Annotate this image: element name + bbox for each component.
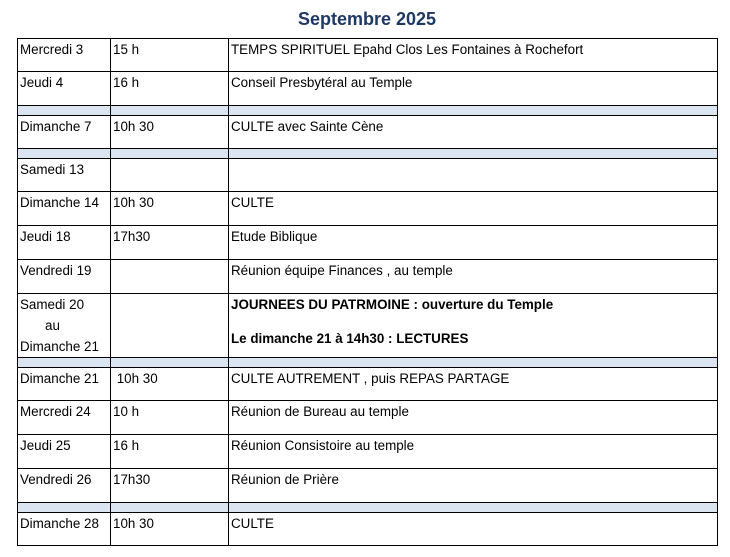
event-cell: Etude Biblique — [229, 226, 718, 260]
table-row — [18, 401, 718, 435]
time-cell — [111, 294, 229, 358]
time-cell: 15 h — [111, 39, 229, 72]
table-row — [18, 469, 718, 503]
day-cell: Jeudi 18 — [18, 226, 111, 260]
event-cell: CULTE — [229, 192, 718, 226]
time-cell — [111, 159, 229, 192]
separator-row — [18, 149, 718, 159]
separator-row — [18, 503, 718, 513]
day-cell: Samedi 13 — [18, 159, 111, 192]
table-row — [18, 513, 718, 546]
event-cell: CULTE — [229, 513, 718, 546]
day-cell: Dimanche 7 — [18, 116, 111, 149]
time-cell: 17h30 — [111, 469, 229, 503]
table-row — [18, 294, 718, 358]
separator-row — [18, 106, 718, 116]
day-cell: Mercredi 24 — [18, 401, 111, 435]
page-title: Septembre 2025 — [297, 9, 437, 29]
event-line: JOURNEES DU PATRMOINE : ouverture du Temple — [231, 297, 554, 312]
table-row — [18, 72, 718, 106]
event-cell: CULTE avec Sainte Cène — [229, 116, 718, 149]
event-line: Le dimanche 21 à 14h30 : LECTURES — [231, 331, 469, 346]
time-cell: 16 h — [111, 72, 229, 106]
time-cell: 17h30 — [111, 226, 229, 260]
event-cell: CULTE AUTREMENT , puis REPAS PARTAGE — [229, 368, 718, 401]
event-cell: TEMPS SPIRITUEL Epahd Clos Les Fontaines à Rochefort — [229, 39, 718, 72]
event-cell — [229, 294, 718, 358]
table-row — [18, 116, 718, 149]
event-cell: Réunion de Prière — [229, 469, 718, 503]
time-cell — [111, 260, 229, 294]
day-cell: Dimanche 28 — [18, 513, 111, 546]
time-cell: 10h 30 — [111, 368, 229, 401]
day-cell: Dimanche 21 — [18, 368, 111, 401]
event-cell — [229, 159, 718, 192]
table-row — [18, 159, 718, 192]
table-row — [18, 260, 718, 294]
event-cell: Réunion Consistoire au temple — [229, 435, 718, 469]
time-cell: 16 h — [111, 435, 229, 469]
day-cell — [18, 294, 111, 358]
table-row — [18, 435, 718, 469]
separator-row — [18, 358, 718, 368]
day-line: au — [45, 318, 60, 333]
event-cell: Conseil Presbytéral au Temple — [229, 72, 718, 106]
time-cell: 10h 30 — [111, 116, 229, 149]
day-cell: Mercredi 3 — [18, 39, 111, 72]
table-row — [18, 192, 718, 226]
day-cell: Jeudi 25 — [18, 435, 111, 469]
day-cell: Vendredi 26 — [18, 469, 111, 503]
table-row — [18, 226, 718, 260]
day-cell: Jeudi 4 — [18, 72, 111, 106]
time-cell: 10 h — [111, 401, 229, 435]
day-cell: Dimanche 14 — [18, 192, 111, 226]
day-line: Dimanche 21 — [20, 339, 99, 354]
event-cell: Réunion de Bureau au temple — [229, 401, 718, 435]
time-cell: 10h 30 — [111, 513, 229, 546]
day-line: Samedi 20 — [20, 297, 85, 312]
time-cell: 10h 30 — [111, 192, 229, 226]
schedule-table — [17, 38, 718, 546]
event-cell: Réunion équipe Finances , au temple — [229, 260, 718, 294]
table-row — [18, 368, 718, 401]
table-row — [18, 39, 718, 72]
day-cell: Vendredi 19 — [18, 260, 111, 294]
